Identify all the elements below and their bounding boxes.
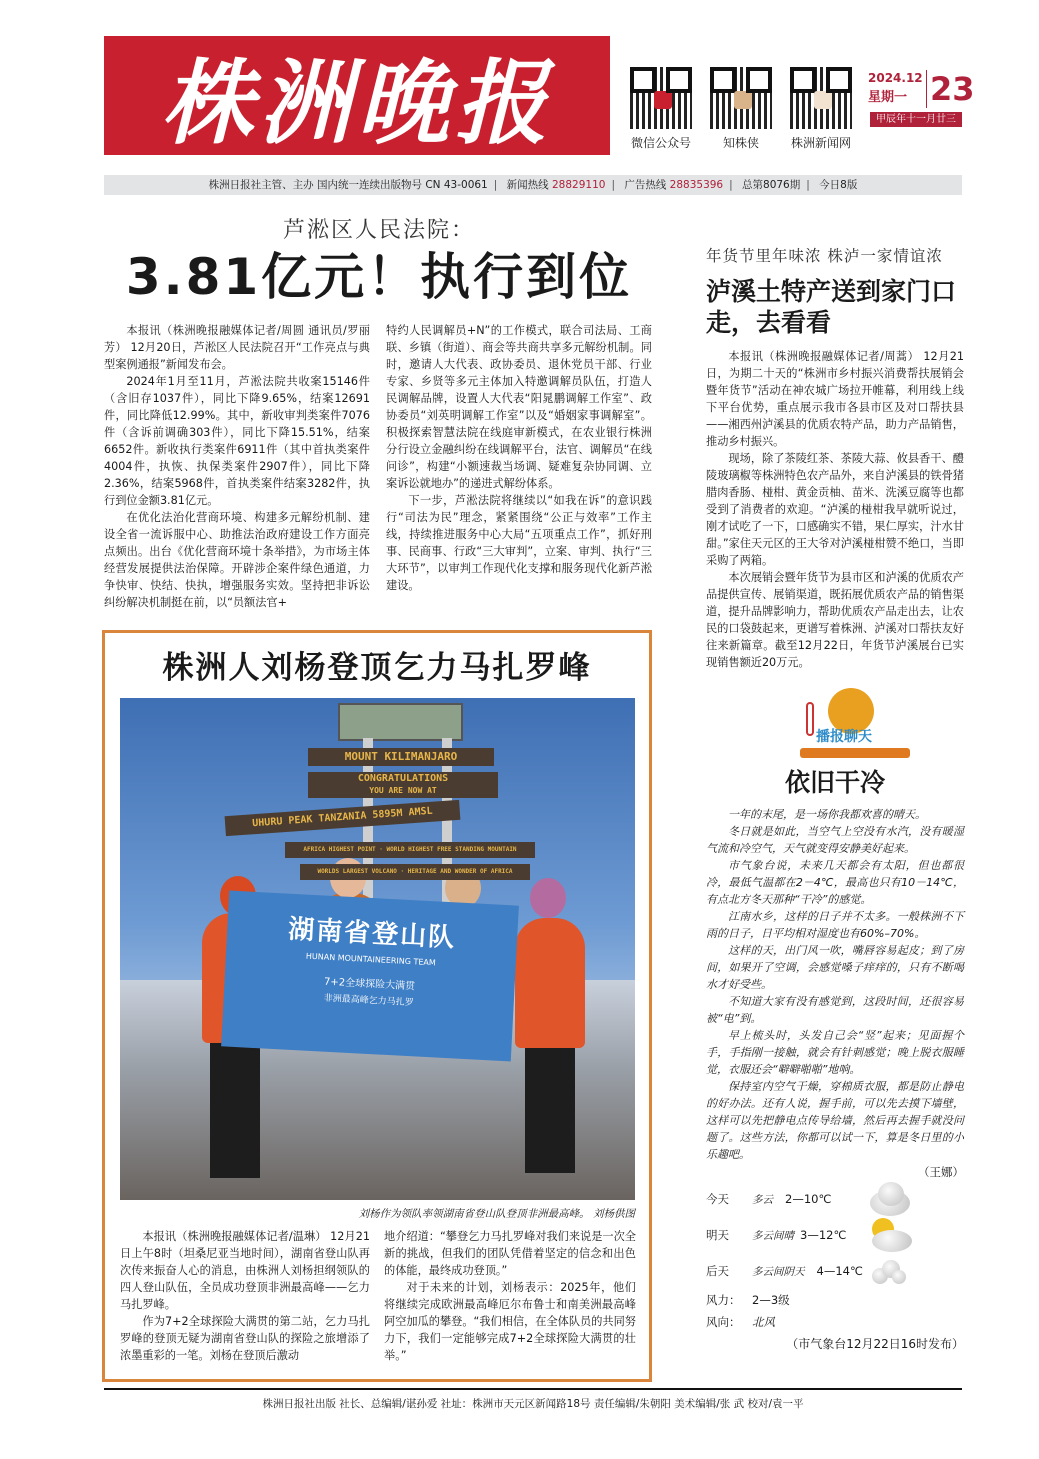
sign: UHURU PEAK TANZANIA 5895M AMSL	[225, 800, 461, 836]
forecast-temp: 3—12℃	[800, 1228, 847, 1242]
sign-line: CONGRATULATIONS	[357, 773, 449, 784]
wind-force	[706, 1289, 964, 1311]
right-article-body	[706, 348, 964, 671]
summit-photo	[120, 698, 635, 1200]
ad-hotline-label: 广告热线	[624, 179, 667, 191]
paragraph: 下一步，芦淞法院将继续以“如我在诉”的意识践行“司法为民”理念，紧紧围绕“公正与效率”工作主线，持续推进服务中心大局“五项重点工作”，抓好刑事、民商事、行政“三大审判”，立案、审判、执行“三大环节”，以审判工作现代化支撑和服务现代化新芦淞建设。	[386, 494, 652, 592]
ad-hotline: 28835396	[669, 179, 724, 191]
paragraph: 保持室内空气干燥，穿棉质衣服，都是防止静电的好办法。还有人说，握手前，可以先去摸下墙壁，这样可以先把静电点传导给墙，然后再去握手就没问题了。这些方法，你都可以试一下，算是冬日里的小乐趣吧。	[706, 1080, 964, 1161]
weather-column-logo	[800, 688, 910, 758]
lead-kicker: 芦淞区人民法院：	[282, 218, 475, 243]
paragraph: 作为7+2全球探险大满贯的第二站，乞力马扎罗峰的登顶无疑为湖南省登山队的探险之旅增添了浓墨重彩的一笔。刘杨在登顶后激动	[120, 1315, 370, 1362]
sign	[308, 772, 498, 798]
forecast-temp: 4—14℃	[816, 1264, 863, 1278]
weather-article-body	[706, 806, 964, 1163]
right-kicker: 年货节里年味浓 株泸一家情谊浓	[706, 247, 943, 265]
forecast-condition: 多云间晴	[752, 1229, 794, 1242]
qr-label: 株洲新闻网	[790, 136, 851, 150]
banner-text: 7+2全球探险大满贯	[323, 976, 416, 993]
paragraph: 2024年1月至11月，芦淞法院共收案15146件（含旧存1037件），同比下降9.65%，结案12691件，同比降低12.99%。其中，新收审判类案件7076件（含诉前调确303件），同比下降15.51%，结案6652件。新收执行类案件6911件（其中首执类案件4004件，执恢、执保类案件2907件），同比下降2.36%，结案5968件，首执类案件结案3282件，执行到位金额3.81亿元。	[104, 375, 370, 507]
wind-force-label: 风力：	[706, 1293, 741, 1307]
feature-column-1	[120, 1228, 370, 1364]
issue-date	[866, 70, 975, 110]
news-hotline-label: 新闻热线	[506, 179, 549, 191]
logo-ribbon	[800, 748, 910, 758]
wind-direction-label: 风向：	[706, 1315, 741, 1329]
paragraph: 市气象台说，未来几天都会有太阳，但也都很冷，最低气温都在2－4℃，最高也只有10－14℃，有点北方冬天那种“干冷”的感觉。	[706, 859, 964, 906]
issue-number: 总第8076期	[742, 179, 801, 191]
paragraph: 本报讯（株洲晚报融媒体记者/周圆 通讯员/罗丽芳） 12月20日，芦淞区人民法院召开“工作亮点与典型案例通报”新闻发布会。	[104, 324, 370, 371]
thermometer-icon	[806, 702, 814, 736]
wind-direction-value: 北风	[752, 1315, 775, 1329]
feature-title: 株洲人刘杨登顶乞力马扎罗峰	[162, 650, 592, 686]
footer-imprint: 株洲日报社出版 社长、总编辑/谌孙爱 社址：株洲市天元区新闻路18号 责任编辑/朱朝阳 美术编辑/张 武 校对/袁一平	[262, 1398, 804, 1410]
forecast-today	[706, 1181, 964, 1217]
date-day: 23	[926, 70, 975, 108]
paragraph: 一年的末尾，是一场你我都欢喜的晴天。	[728, 808, 926, 821]
partly-sunny-icon	[870, 1218, 914, 1252]
publisher-info: 株洲日报社主管、主办 国内统一连续出版物号 CN 43-0061	[208, 179, 488, 191]
weather-title: 依旧干冷	[784, 768, 885, 797]
paragraph: 现场，除了茶陵红茶、茶陵大蒜、攸县香干、醴陵玻璃椒等株洲特色农产品外，来自泸溪县的铁骨猪腊肉香肠、椪柑、黄金贡柚、苗米、洗溪豆腐等也都受到了消费者的欢迎。“泸溪的椪柑我早就听说过，刚才试吃了一下，口感确实不错，果仁厚实，汁水甘甜。”家住天元区的王大爷对泸溪椪柑赞不绝口，当即采购了两箱。	[706, 452, 964, 567]
news-hotline: 28829110	[551, 179, 606, 191]
page-count: 今日8版	[819, 179, 858, 191]
qr-code-icon[interactable]	[628, 65, 694, 131]
headline-line: 走，去看看	[706, 308, 832, 337]
photo-caption: 刘杨作为领队率领湖南省登山队登顶非洲最高峰。 刘杨供图	[358, 1208, 635, 1220]
lead-column-2	[386, 322, 652, 594]
headline-line: 泸溪土特产送到家门口	[706, 277, 957, 306]
forecast-tomorrow	[706, 1217, 964, 1253]
paragraph: 在优化法治化营商环境、构建多元解纷机制、建设全省一流诉服中心、助推法治政府建设工作方面亮点频出。出台《优化营商环境十条举措》，为市场主体经营发展提供法治保障。开辟涉企案件绿色通道，力争快审、快结、快执，增强服务实效。坚持把非诉讼纠纷解决机制挺在前，以“员额法官+	[104, 511, 370, 609]
weather-author: （王娜）	[918, 1165, 964, 1179]
forecast-day: 明天	[706, 1228, 729, 1242]
forecast-condition: 多云间阴天	[752, 1265, 805, 1278]
footer-divider	[104, 1388, 962, 1390]
paragraph: 对于未来的计划，刘杨表示：2025年，他们将继续完成欧洲最高峰厄尔布鲁士和南美洲最高峰阿空加瓜的攀登。“我们相信，在全体队员的共同努力下，我们一定能够完成7+2全球探险大满贯的壮举。”	[384, 1281, 636, 1362]
qr-label: 微信公众号	[630, 136, 691, 150]
lead-headline: 3.81亿元！执行到位	[125, 248, 633, 306]
sign: AFRICA HIGHEST POINT · WORLD HIGHEST FREE STANDING MOUNTAIN	[285, 842, 535, 858]
forecast-day: 今天	[706, 1192, 729, 1206]
forecast-temp: 2—10℃	[785, 1192, 832, 1206]
paragraph: 特约人民调解员+N”的工作模式，联合司法局、工商联、乡镇（街道）、商会等共商共享多元解纷机制。同时，邀请人大代表、政协委员、退休党员干部、行业专家、乡贤等多元主体加入特邀调解员队伍，打造人民调解品牌，设置人大代表“阳晁鹏调解工作室”、政协委员“刘英明调解工作室”以及“婚姻家事调解室”。积极探索智慧法院在线庭审新模式，在农业银行株洲分行设立金融纠纷在线调解平台，法官、调解员“在线问诊”，构建“小额速裁当场调、疑难复杂协同调、立案诉讼就地办”的递进式解纷体系。	[386, 324, 652, 490]
paragraph: 不知道大家有没有感觉到，这段时间，还很容易被“电”到。	[706, 995, 964, 1025]
wind-force-value: 2—3级	[752, 1293, 790, 1307]
qr-code-icon[interactable]	[708, 65, 774, 131]
date-year-month: 2024.12	[868, 71, 923, 85]
sign: MOUNT KILIMANJARO	[308, 748, 494, 766]
forecast-issued-note: （市气象台12月22日16时发布）	[786, 1337, 964, 1351]
masthead-logo: 株洲晚报	[104, 36, 610, 155]
paragraph: 地介绍道：“攀登乞力马扎罗峰对我们来说是一次全新的挑战，但我们的团队凭借着坚定的信念和出色的体能，最终成功登顶。”	[384, 1230, 636, 1277]
right-headline	[706, 276, 966, 338]
paragraph: 早上梳头时，头发自己会“竖”起来；见面握个手，手指刚一接触，就会有针刺感觉；晚上脱衣服睡觉，衣服还会“噼噼啪啪”地响。	[706, 1029, 964, 1076]
paragraph: 本报讯（株洲晚报融媒体记者/周蒿） 12月21日，为期二十天的“株洲市乡村振兴消费帮扶展销会暨年货节”活动在神农城广场拉开帷幕，利用线上线下平台优势，重点展示我市各县市区及对口帮扶县——湘西州泸溪县的优质农特产品，助力产品销售，推动乡村振兴。	[706, 350, 964, 448]
forecast-day: 后天	[706, 1264, 729, 1278]
paragraph: 江南水乡，这样的日子并不太多。一般株洲不下雨的日子，日平均相对湿度也有60%–70%。	[706, 910, 964, 940]
climber-legs	[525, 1048, 575, 1173]
paragraph: 这样的天，出门风一吹，嘴唇容易起皮；到了房间，如果开了空调，会感觉嗓子痒痒的，只有不断喝水才好受些。	[706, 944, 964, 991]
paragraph: 冬日就是如此，当空气上空没有水汽，没有暖湿气流和冷空气，天气就变得安静美好起来。	[706, 825, 964, 855]
sign-line: YOU ARE NOW AT	[369, 786, 437, 795]
logo-text: 播报聊天	[816, 729, 872, 745]
date-weekday: 星期一	[868, 90, 908, 105]
cloudy-icon	[870, 1182, 914, 1216]
flag-board	[338, 703, 463, 741]
team-banner	[221, 891, 519, 1062]
qr-label: 知株侠	[722, 136, 759, 150]
qr-code-icon[interactable]	[788, 65, 854, 131]
wind-direction	[706, 1311, 964, 1333]
forecast-day-after	[706, 1253, 964, 1289]
climber-legs	[210, 1043, 260, 1178]
weather-column	[706, 766, 964, 1353]
banner-text: 湖南省登山队	[287, 914, 457, 954]
sign: WORLDS LARGEST VOLCANO · HERITAGE AND WONDER OF AFRICA	[300, 864, 530, 880]
lead-column-1	[104, 322, 370, 611]
feature-column-2	[384, 1228, 636, 1364]
banner-text: 非洲最高峰乞力马扎罗	[323, 993, 414, 1009]
forecast-condition: 多云	[752, 1193, 773, 1206]
climber	[515, 918, 585, 1048]
paragraph: 本次展销会暨年货节为县市区和泸溪的优质农产品提供宣传、展销渠道，既拓展优质农产品的销售渠道，提升品牌影响力，帮助优质农产品走出去，让农民的口袋鼓起来，更谱写着株洲、泸溪对口帮扶友好往来新篇章。截至12月22日，年货节泸溪展台已实现销售额近20万元。	[706, 571, 964, 669]
lunar-date: 甲辰年十一月廿三	[870, 112, 962, 127]
info-bar: 株洲日报社主管、主办 国内统一连续出版物号 CN 43-0061 | 新闻热线 28829110 | 广告热线 28835396 | 总第8076期 | 今日8版	[104, 175, 962, 195]
paragraph: 本报讯（株洲晚报融媒体记者/温琳） 12月21日上午8时（坦桑尼亚当地时间），湖南省登山队再次传来振奋人心的消息，由株洲人刘杨担纲领队的四人登山队伍，全员成功登顶非洲最高峰——乞力马扎罗峰。	[120, 1230, 370, 1311]
overcast-icon	[870, 1254, 914, 1288]
banner-text: HUNAN MOUNTAINEERING TEAM	[305, 951, 437, 968]
climber-head	[530, 878, 566, 918]
